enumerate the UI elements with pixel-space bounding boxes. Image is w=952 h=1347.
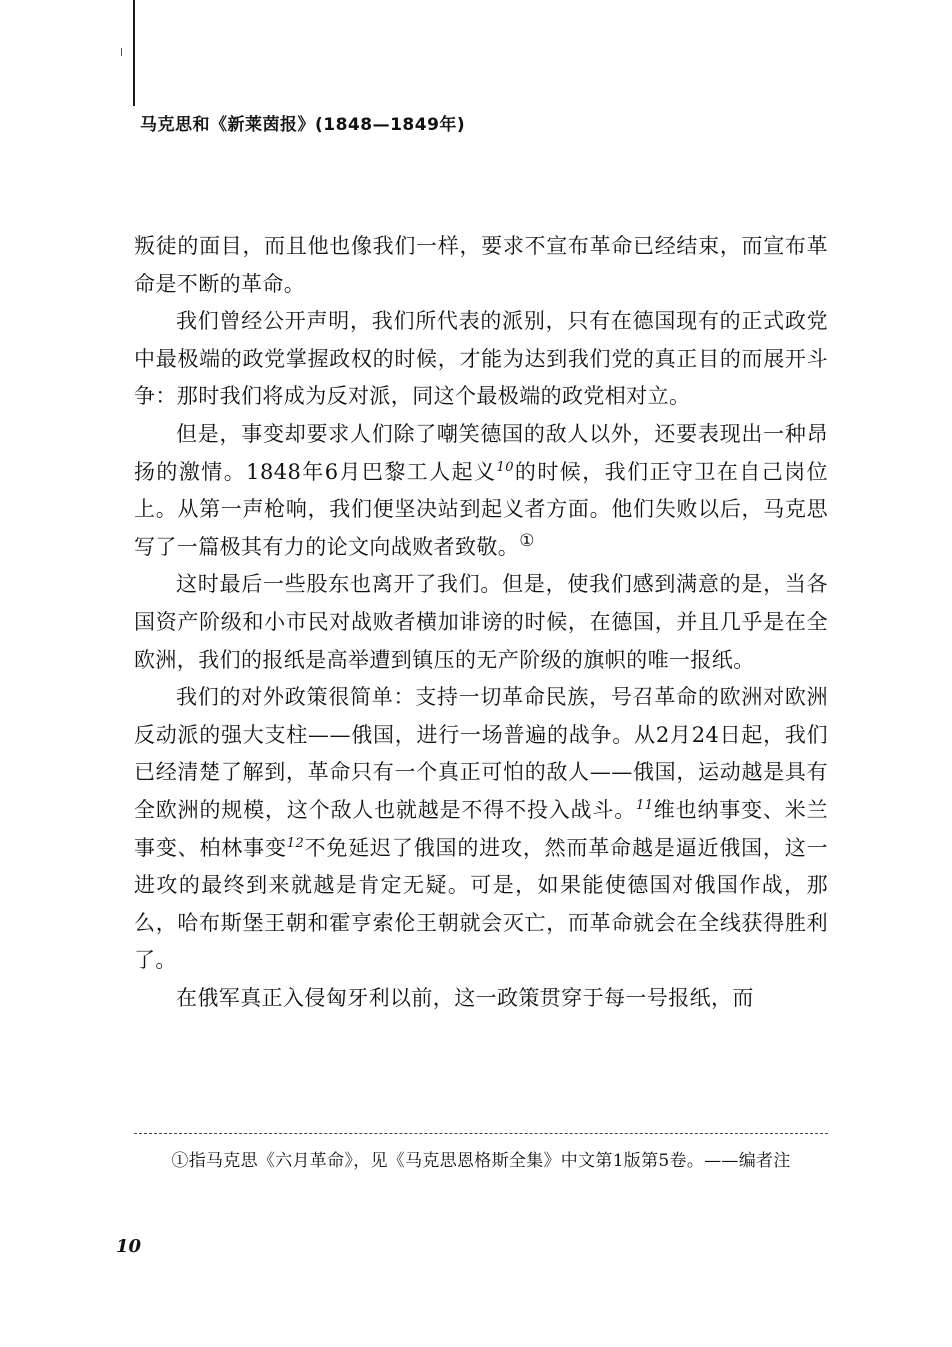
footnote-marker: ① [519,530,535,551]
text-segment: 这时最后一些股东也离开了我们。但是，使我们感到满意的是，当各国资产阶级和小市民对战败者横加诽谤的时候，在德国，并且几乎是在全欧洲，我们的报纸是高举遭到镇压的无产阶级的旗帜的唯一报纸。 [134,572,828,672]
paragraph [134,228,828,303]
text-segment: 我们的对外政策很简单：支持一切革命民族，号召革命的欧洲对欧洲反动派的强大支柱——俄国，进行一场普遍的战争。从2月24日起，我们已经清楚了解到，革命只有一个真正可怕的敌人——俄国，运动越是具有全欧洲的规模，这个敌人也就越是不得不投入战斗。 [134,685,828,822]
text-segment: 我们曾经公开声明，我们所代表的派别，只有在德国现有的正式政党中最极端的政党掌握政权的时候，才能为达到我们党的真正目的而展开斗争：那时我们将成为反对派，同这个最极端的政党相对立。 [134,309,828,409]
footnote-divider [134,1133,828,1134]
paragraph [134,980,828,1018]
text-segment: 不免延迟了俄国的进攻，然而革命越是逼近俄国，这一进攻的最终到来就越是肯定无疑。可是，如果能使德国对俄国作战，那么，哈布斯堡王朝和霍亨索伦王朝就会灭亡，而革命就会在全线获得胜利了。 [134,835,828,973]
body-text [134,228,828,1017]
page-edge-mark [121,48,122,56]
text-segment: 叛徒的面目，而且他也像我们一样，要求不宣布革命已经结束，而宣布革命是不断的革命。 [134,234,828,296]
endnote-reference: 12 [286,835,305,851]
text-segment: 维也纳事变、米兰事变、柏林事变 [134,797,828,860]
page-number: 10 [116,1236,142,1257]
paragraph [134,303,828,416]
paragraph [134,566,828,679]
endnote-reference: 11 [636,797,654,813]
paragraph [134,416,828,566]
footnote: ①指马克思《六月革命》，见《马克思恩格斯全集》中文第1版第5卷。——编者注 [171,1151,791,1171]
endnote-reference: 10 [496,459,514,475]
text-segment: 但是，事变却要求人们除了嘲笑德国的敌人以外，还要表现出一种昂扬的激情。1848年6月巴黎工人起义 [134,421,828,484]
page-edge-line [133,0,135,106]
text-segment: 的时候，我们正守卫在自己岗位上。从第一声枪响，我们便坚决站到起义者方面。他们失败以后，马克思写了一篇极其有力的论文向战败者致敬。 [134,459,828,559]
running-head: 马克思和《新莱茵报》(1848—1849年) [140,115,466,135]
text-segment: 在俄军真正入侵匈牙利以前，这一政策贯穿于每一号报纸，而 [176,985,754,1010]
paragraph [134,679,828,980]
